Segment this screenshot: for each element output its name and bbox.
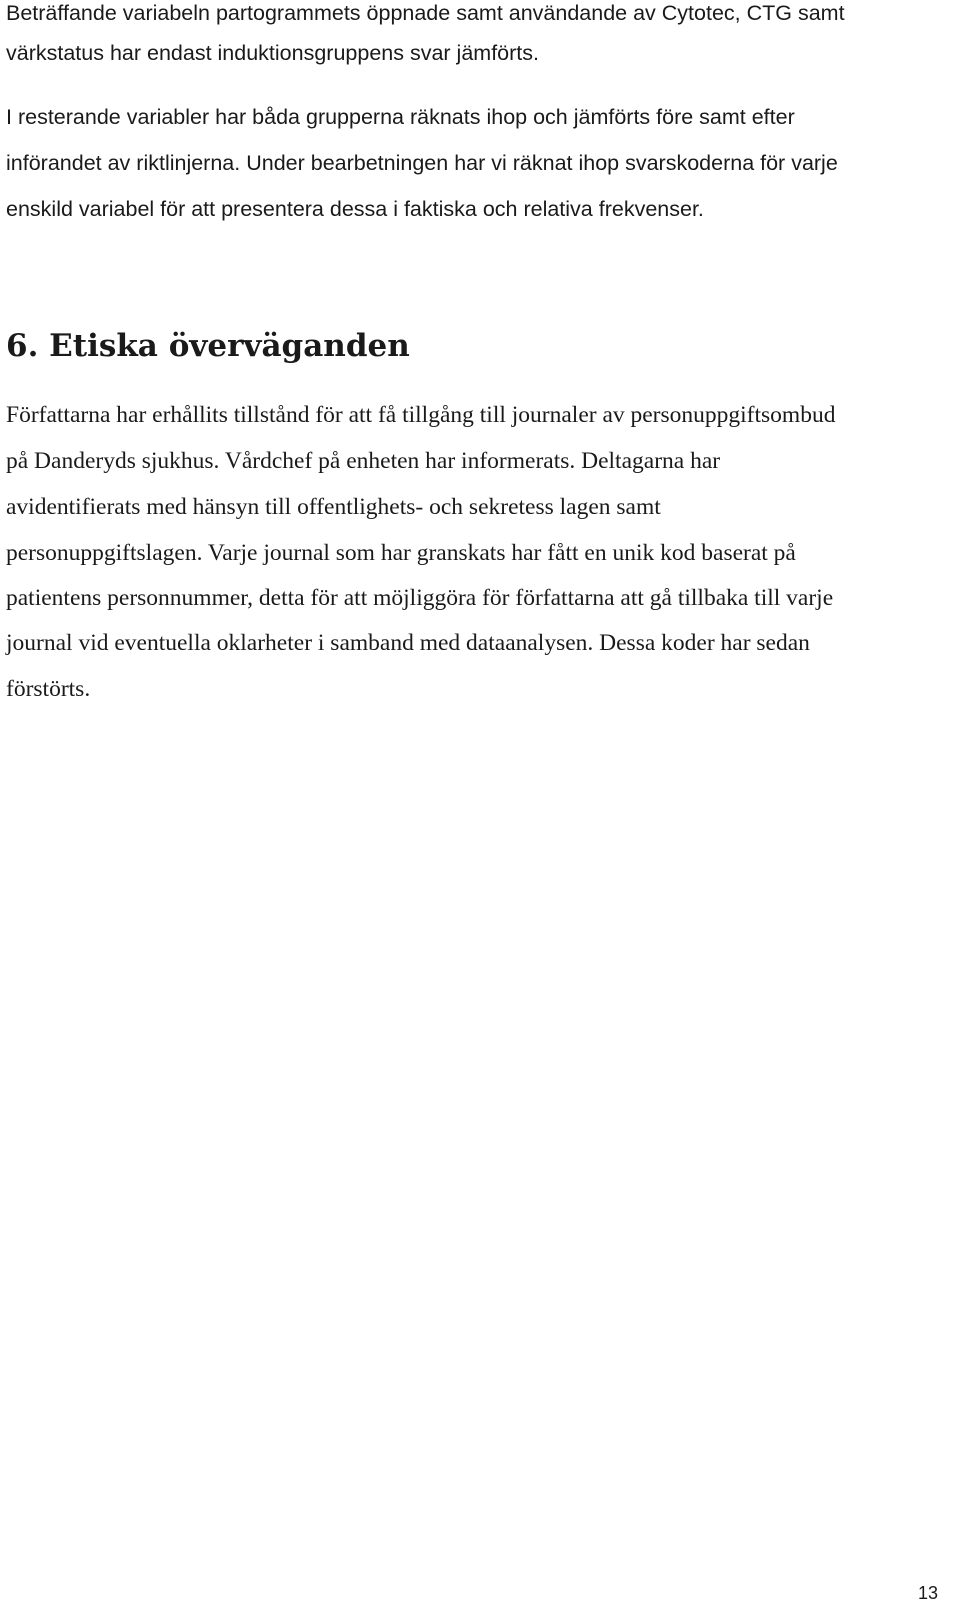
text-line: I resterande variabler har båda grupperna räknats ihop och jämförts före samt efter bbox=[6, 105, 795, 129]
section-heading: 6. Etiska överväganden bbox=[6, 328, 410, 364]
text-line: införandet av riktlinjerna. Under bearbetningen har vi räknat ihop svarskoderna för varje bbox=[6, 151, 838, 175]
text-line: enskild variabel för att presentera dessa i faktiska och relativa frekvenser. bbox=[6, 197, 704, 221]
text-line: värkstatus har endast induktionsgruppens svar jämförts. bbox=[6, 41, 539, 65]
text-line: Författarna har erhållits tillstånd för att få tillgång till journaler av personuppgiftsombud bbox=[6, 402, 836, 428]
text-line: Beträffande variabeln partogrammets öppnade samt användande av Cytotec, CTG samt bbox=[6, 1, 845, 25]
text-line: patientens personnummer, detta för att möjliggöra för författarna att gå tillbaka till varje bbox=[6, 585, 834, 611]
text-line: personuppgiftslagen. Varje journal som har granskats har fått en unik kod baserat på bbox=[6, 540, 796, 566]
text-line: förstörts. bbox=[6, 676, 91, 702]
text-line: avidentifierats med hänsyn till offentlighets- och sekretess lagen samt bbox=[6, 494, 661, 520]
text-line: journal vid eventuella oklarheter i samband med dataanalysen. Dessa koder har sedan bbox=[6, 630, 810, 656]
page-number: 13 bbox=[917, 1583, 938, 1603]
text-line: på Danderyds sjukhus. Vårdchef på enheten har informerats. Deltagarna har bbox=[6, 448, 721, 474]
